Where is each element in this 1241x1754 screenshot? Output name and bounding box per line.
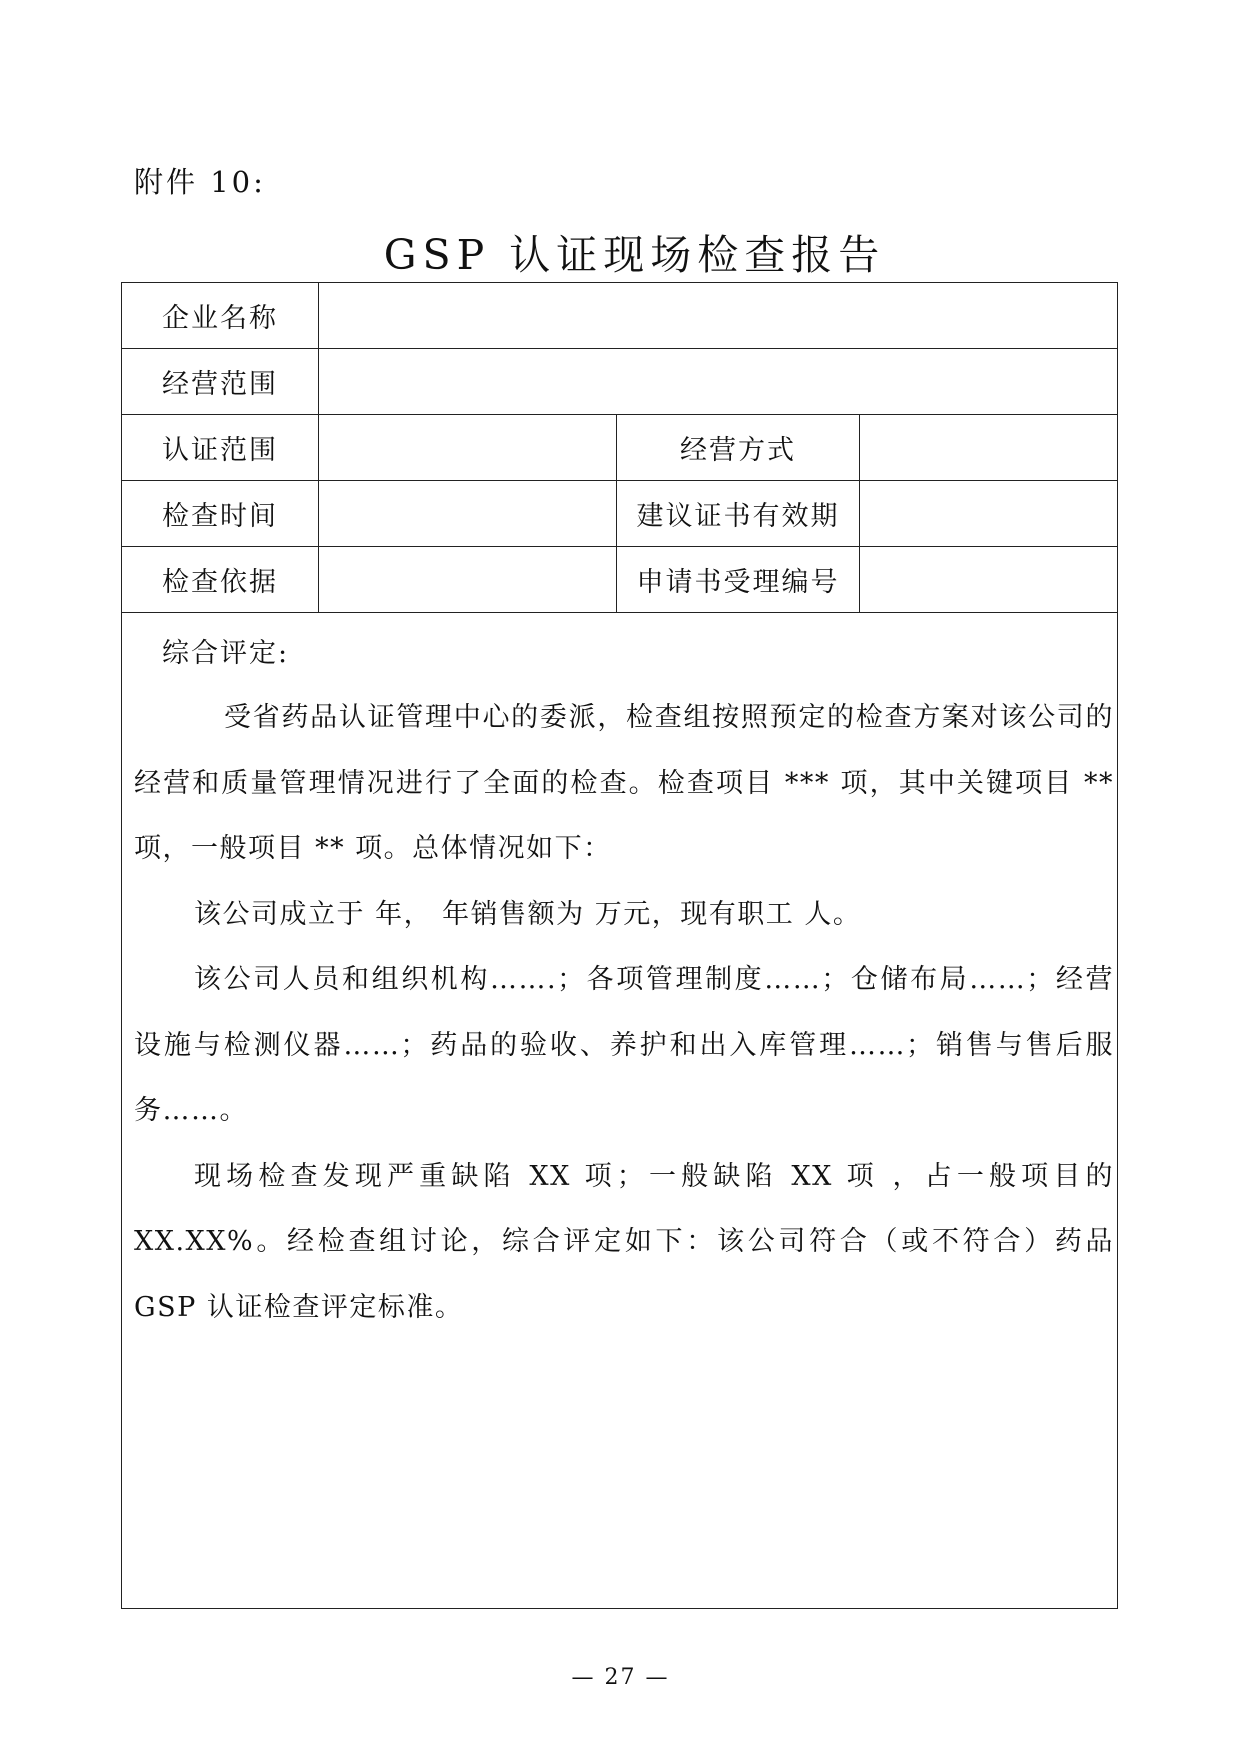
inspection-time-label: 检查时间	[122, 481, 319, 546]
inspection-basis-field[interactable]	[319, 547, 617, 612]
row-inspection-basis	[122, 547, 1117, 613]
application-no-field[interactable]	[860, 547, 1117, 612]
business-scope-label: 经营范围	[122, 349, 319, 414]
document-title: GSP 认证现场检查报告	[383, 231, 886, 279]
inspection-report-table	[121, 282, 1118, 1609]
cert-scope-label: 认证范围	[122, 415, 319, 480]
assessment-heading: 综合评定:	[162, 638, 290, 669]
assessment-paragraph-intro: 受省药品认证管理中心的委派，检查组按照预定的检查方案对该公司的经营和质量管理情况进行了全面的检查。检查项目 *** 项，其中关键项目 ** 项，一般项目 ** 项。总体情况如下：	[134, 702, 1114, 864]
business-mode-field[interactable]	[860, 415, 1117, 480]
assessment-body	[134, 685, 1114, 1340]
assessment-paragraph-company: 该公司成立于 年， 年销售额为 万元，现有职工 人。	[194, 898, 862, 930]
cert-validity-field[interactable]	[860, 481, 1117, 546]
inspection-time-field[interactable]	[319, 481, 617, 546]
cert-validity-label: 建议证书有效期	[617, 481, 860, 546]
row-business-scope	[122, 349, 1117, 415]
inspection-basis-label: 检查依据	[122, 547, 319, 612]
comprehensive-assessment	[122, 613, 1117, 1608]
business-mode-label: 经营方式	[617, 415, 860, 480]
row-company-name	[122, 283, 1117, 349]
company-name-field[interactable]	[319, 283, 1117, 348]
assessment-paragraph-findings: 该公司人员和组织机构…….；各项管理制度……；仓储布局……；经营设施与检测仪器……；药品的验收、养护和出入库管理……；销售与售后服务……。	[134, 964, 1114, 1126]
row-inspection-time	[122, 481, 1117, 547]
row-cert-scope	[122, 415, 1117, 481]
business-scope-field[interactable]	[319, 349, 1117, 414]
cert-scope-field[interactable]	[319, 415, 617, 480]
application-no-label: 申请书受理编号	[617, 547, 860, 612]
assessment-paragraph-conclusion: 现场检查发现严重缺陷 XX 项；一般缺陷 XX 项 ，占一般项目的 XX.XX%。经检查组讨论，综合评定如下：该公司符合（或不符合）药品 GSP 认证检查评定标准。	[134, 1160, 1114, 1323]
page-number: — 27 —	[571, 1665, 670, 1690]
company-name-label: 企业名称	[122, 283, 319, 348]
attachment-label: 附件 10:	[134, 165, 266, 199]
